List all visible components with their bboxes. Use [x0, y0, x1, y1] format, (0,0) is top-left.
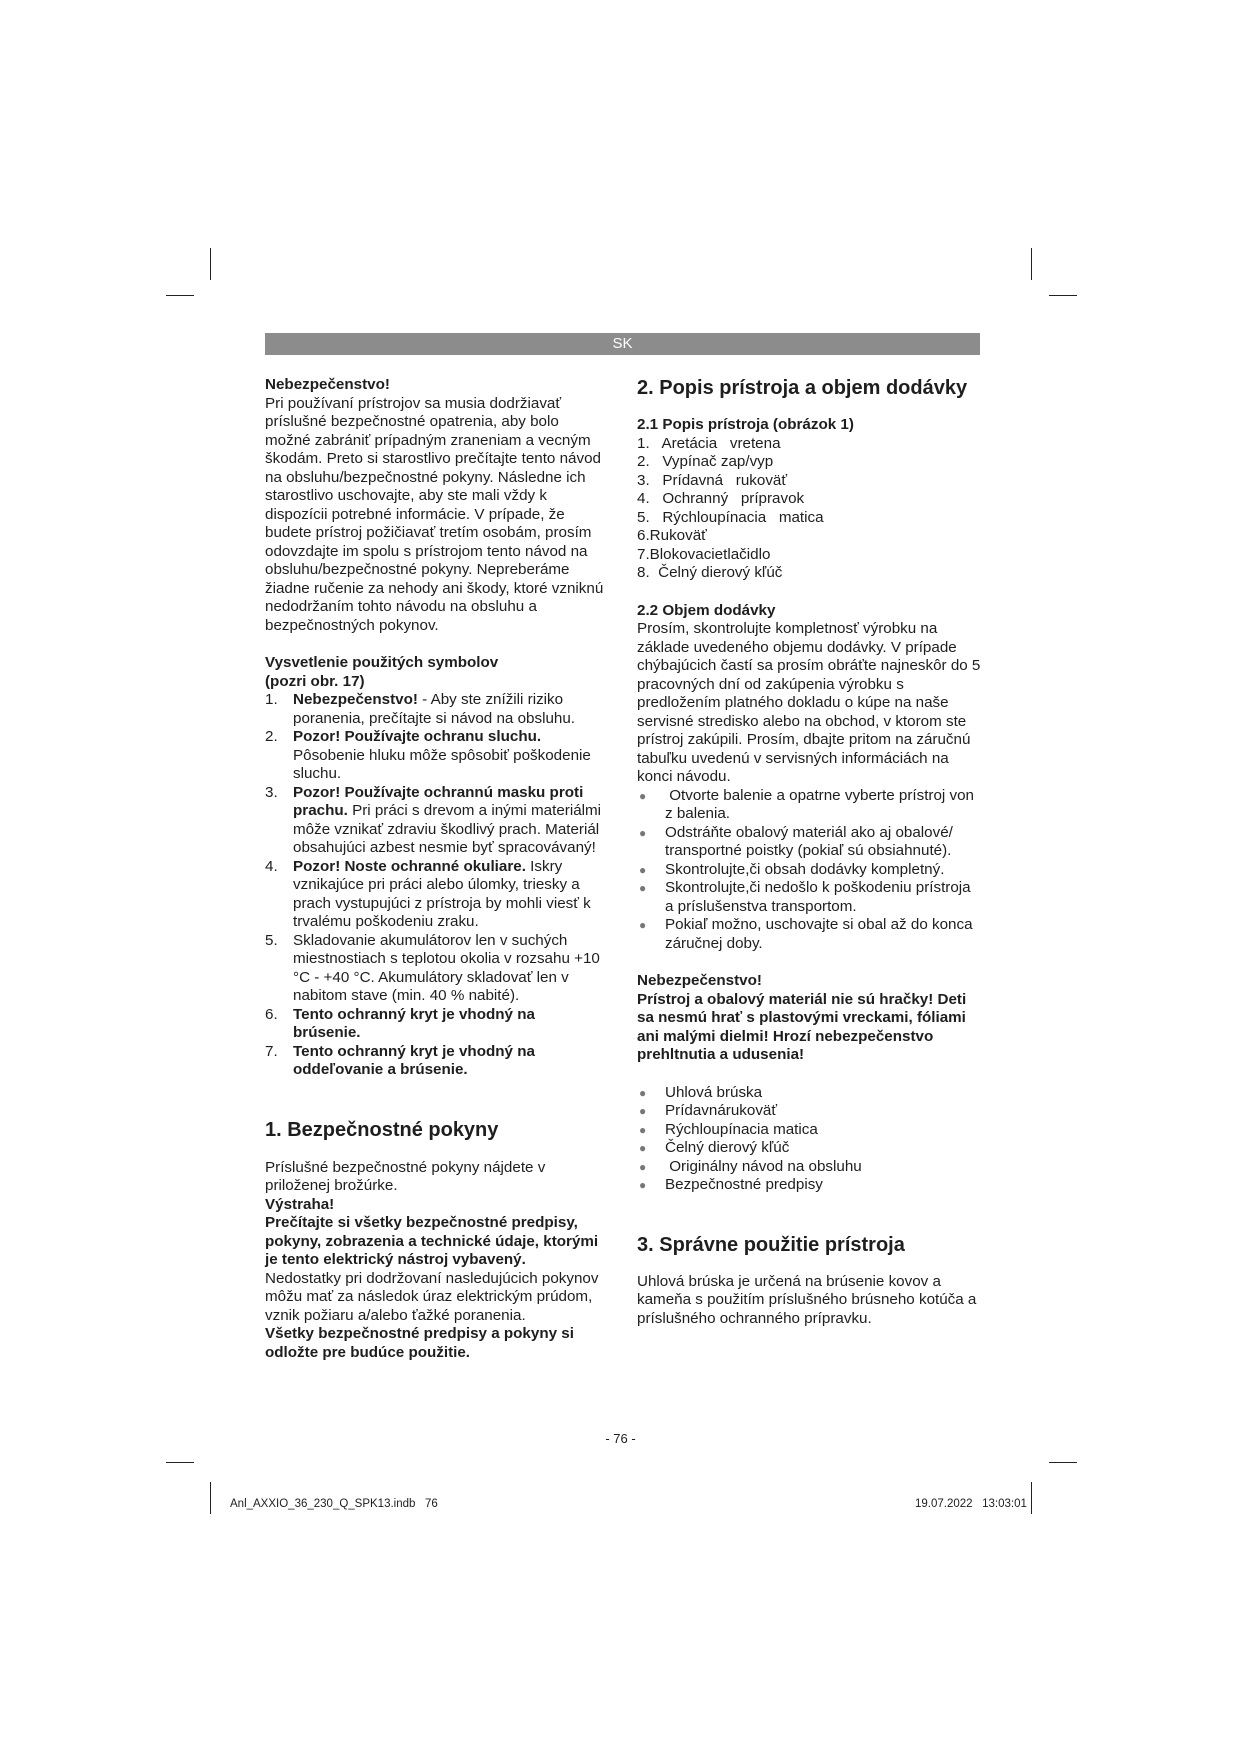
section-2-title: 2. Popis prístroja a objem dodávky — [637, 377, 968, 399]
symbol-number: 4. — [265, 857, 278, 875]
section-1-paragraph: Príslušné bezpečnostné pokyny nájdete v priloženej brožúrke. — [265, 1158, 546, 1194]
symbol-number: 6. — [265, 1005, 278, 1023]
bullet-icon: ● — [639, 1141, 647, 1155]
delivery-item — [637, 1139, 982, 1158]
symbols-heading: Vysvetlenie použitých symbolov — [265, 654, 499, 671]
left-column — [265, 376, 605, 1362]
unpacking-item — [637, 787, 982, 824]
symbol-text: Pri práci s drevom a inými materiálmi môže vznikať zdraviu škodlivý prach. Materiál obsahujúci azbest nesmie byť spracovávaný! — [293, 802, 602, 856]
device-description-heading: 2.1 Popis prístroja (obrázok 1) — [637, 416, 854, 433]
symbol-bold: Tento ochranný kryt je vhodný na brúsenie. — [293, 1005, 535, 1041]
symbol-bold: Nebezpečenstvo! — [293, 691, 418, 708]
danger-bold-text: Prístroj a obalový materiál nie sú hračky! Deti sa nesmú hrať s plastovými vreckami, fóliami ani malými dielmi! Hrozí nebezpečenstvo prehltnutia a udusenia! — [637, 990, 967, 1063]
parts-item: 1. Aretácia vretena — [637, 434, 781, 452]
symbol-text: - Aby ste znížili riziko poranenia, prečítajte si návod na obsluhu. — [293, 691, 576, 727]
parts-item: 4. Ochranný prípravok — [637, 490, 805, 507]
symbol-bold: Pozor! Používajte ochranu sluchu. — [293, 728, 542, 745]
symbols-reference: (pozri obr. 17) — [265, 672, 365, 690]
symbol-text: Pôsobenie hluku môže spôsobiť poškodenie sluchu. — [293, 746, 591, 782]
crop-mark — [210, 1482, 211, 1514]
symbols-list — [265, 691, 605, 1080]
symbol-number: 5. — [265, 931, 278, 949]
delivery-item-text: Čelný dierový kľúč — [665, 1139, 790, 1156]
crop-mark — [166, 1462, 194, 1463]
symbol-item — [265, 1043, 605, 1080]
symbol-number: 7. — [265, 1042, 278, 1060]
delivery-contents-list — [637, 1084, 982, 1195]
delivery-item — [637, 1102, 982, 1121]
warning-bold-text: Prečítajte si všetky bezpečnostné predpisy, pokyny, zobrazenia a technické údaje, ktorými je tento elektrický nástroj vybavený. — [265, 1214, 599, 1268]
bullet-icon: ● — [639, 1104, 647, 1118]
unpacking-item — [637, 916, 982, 953]
unpacking-list — [637, 787, 982, 954]
parts-item: 6.Rukoväť — [637, 527, 707, 544]
symbol-bold: Tento ochranný kryt je vhodný na oddeľovanie a brúsenie. — [293, 1042, 535, 1078]
page-number: - 76 - — [605, 1431, 636, 1446]
bullet-icon: ● — [639, 1085, 647, 1100]
unpacking-item — [637, 861, 982, 880]
unpacking-item-text: Skontrolujte,či nedošlo k poškodeniu prístroja a príslušenstva transportom. — [665, 879, 971, 915]
delivery-item-text: Uhlová brúska — [665, 1083, 763, 1101]
symbol-item — [265, 784, 605, 858]
delivery-item — [637, 1158, 982, 1177]
parts-list — [637, 435, 982, 583]
crop-mark — [210, 248, 211, 280]
delivery-scope-heading: 2.2 Objem dodávky — [637, 601, 776, 619]
crop-mark — [166, 295, 194, 296]
footer-timestamp: 19.07.2022 13:03:01 — [915, 1498, 1027, 1510]
symbol-number: 3. — [265, 783, 278, 801]
bullet-icon: ● — [639, 825, 647, 840]
unpacking-item-text: Skontrolujte,či obsah dodávky kompletný. — [665, 860, 945, 878]
section-3-paragraph: Uhlová brúska je určená na brúsenie kovov a kameňa s použitím príslušného brúsneho kotúča a príslušného ochranného prípravku. — [637, 1272, 977, 1327]
symbol-item — [265, 858, 605, 932]
delivery-item — [637, 1121, 982, 1140]
crop-mark — [1049, 1462, 1077, 1463]
section-1-title: 1. Bezpečnostné pokyny — [265, 1118, 499, 1141]
symbol-text: Iskry vznikajúce pri práci alebo úlomky, triesky a prach vystupujúci z prístroja by mohli viesť k trvalému poškodeniu zraku. — [293, 857, 591, 930]
right-column — [637, 376, 982, 1328]
delivery-item — [637, 1084, 982, 1103]
delivery-scope-paragraph: Prosím, skontrolujte kompletnosť výrobku na základe uvedeného objemu dodávky. V prípade chýbajúcich častí sa prosím obráťte najneskôr do 5 pracovných dní od zakúpenia výrobku s predložením platného dokladu o kúpe na naše servisné stredisko alebo na obchod, v ktorom ste prístroj zakúpili. Prosím, dbajte pritom na záručnú tabuľku uvedenú v servisných informáciách na konci návodu. — [637, 620, 981, 785]
symbol-number: 2. — [265, 728, 278, 745]
bullet-icon: ● — [639, 788, 647, 803]
symbol-number: 1. — [265, 691, 278, 708]
symbol-item — [265, 728, 605, 784]
bullet-icon: ● — [639, 881, 647, 895]
symbol-text: Skladovanie akumulátorov len v suchých miestnostiach s teplotou okolia v rozsahu +10 °C - +40 °C. Akumulátory skladovať len v nabitom stave (min. 40 % nabité). — [293, 931, 600, 1004]
parts-item: 5. Rýchloupínacia matica — [637, 508, 824, 526]
unpacking-item — [637, 879, 982, 916]
parts-item: 8. Čelný dierový kľúč — [637, 564, 783, 581]
warning-text: Nedostatky pri dodržovaní nasledujúcich pokynov môžu mať za následok úraz elektrickým prúdom, vznik požiaru a/alebo ťažké poranenia. — [265, 1269, 599, 1324]
unpacking-item-text: Odstráňte obalový materiál ako aj obalové/ transportné poistky (pokiaľ sú obsiahnuté). — [665, 823, 953, 859]
symbol-item — [265, 691, 605, 728]
unpacking-item-text: Otvorte balenie a opatrne vyberte prístroj von z balenia. — [665, 786, 979, 822]
crop-mark — [1049, 295, 1077, 296]
unpacking-item-text: Pokiaľ možno, uschovajte si obal až do konca záručnej doby. — [665, 916, 973, 952]
delivery-item-text: Rýchloupínacia matica — [665, 1120, 818, 1138]
symbol-item — [265, 932, 605, 1006]
delivery-item-text: Bezpečnostné predpisy — [665, 1176, 823, 1193]
bullet-icon: ● — [639, 1159, 647, 1174]
danger-heading: Nebezpečenstvo! — [265, 376, 390, 393]
danger-paragraph: Pri používaní prístrojov sa musia dodržiavať príslušné bezpečnostné opatrenia, aby bolo možné zabrániť prípadným zraneniam a vecným škodám. Preto si starostlivo prečítajte tento návod na obsluhu/bezpečnostné pokyny. Následne ich starostlivo uschovajte, aby ste mali vždy k dispozícii potrebné informácie. V prípade, že budete prístroj požičiavať tretím osobám, prosím odovzdajte im spolu s prístrojom tento návod na obsluhu/bezpečnostné pokyny. Nepreberáme žiadne ručenie za nehody ani škody, ktoré vzniknú nedodržaním tohto návodu na obsluhu a bezpečnostných pokynov. — [265, 394, 604, 634]
parts-item: 3. Prídavná rukoväť — [637, 471, 788, 489]
bullet-icon: ● — [639, 1178, 647, 1192]
footer-file-name: Anl_AXXIO_36_230_Q_SPK13.indb 76 — [230, 1498, 438, 1510]
parts-item: 7.Blokovacietlačidlo — [637, 545, 771, 563]
warning-keep-text: Všetky bezpečnostné predpisy a pokyny si odložte pre budúce použitie. — [265, 1325, 574, 1361]
delivery-item-text: Prídavnárukoväť — [665, 1102, 778, 1119]
language-banner: SK — [265, 333, 980, 355]
parts-item: 2. Vypínač zap/vyp — [637, 453, 774, 470]
bullet-icon: ● — [639, 1122, 647, 1137]
bullet-icon: ● — [639, 918, 647, 932]
symbol-bold: Pozor! Používajte ochrannú masku proti prachu. — [293, 783, 584, 819]
symbol-item — [265, 1006, 605, 1043]
crop-mark — [1031, 1482, 1032, 1514]
delivery-item — [637, 1176, 982, 1195]
danger-heading: Nebezpečenstvo! — [637, 972, 762, 989]
warning-heading: Výstraha! — [265, 1195, 335, 1213]
symbol-bold: Pozor! Noste ochranné okuliare. — [293, 857, 526, 875]
section-3-title: 3. Správne použitie prístroja — [637, 1233, 905, 1256]
unpacking-item — [637, 824, 982, 861]
delivery-item-text: Originálny návod na obsluhu — [665, 1157, 862, 1175]
bullet-icon: ● — [639, 862, 647, 877]
crop-mark — [1031, 248, 1032, 280]
